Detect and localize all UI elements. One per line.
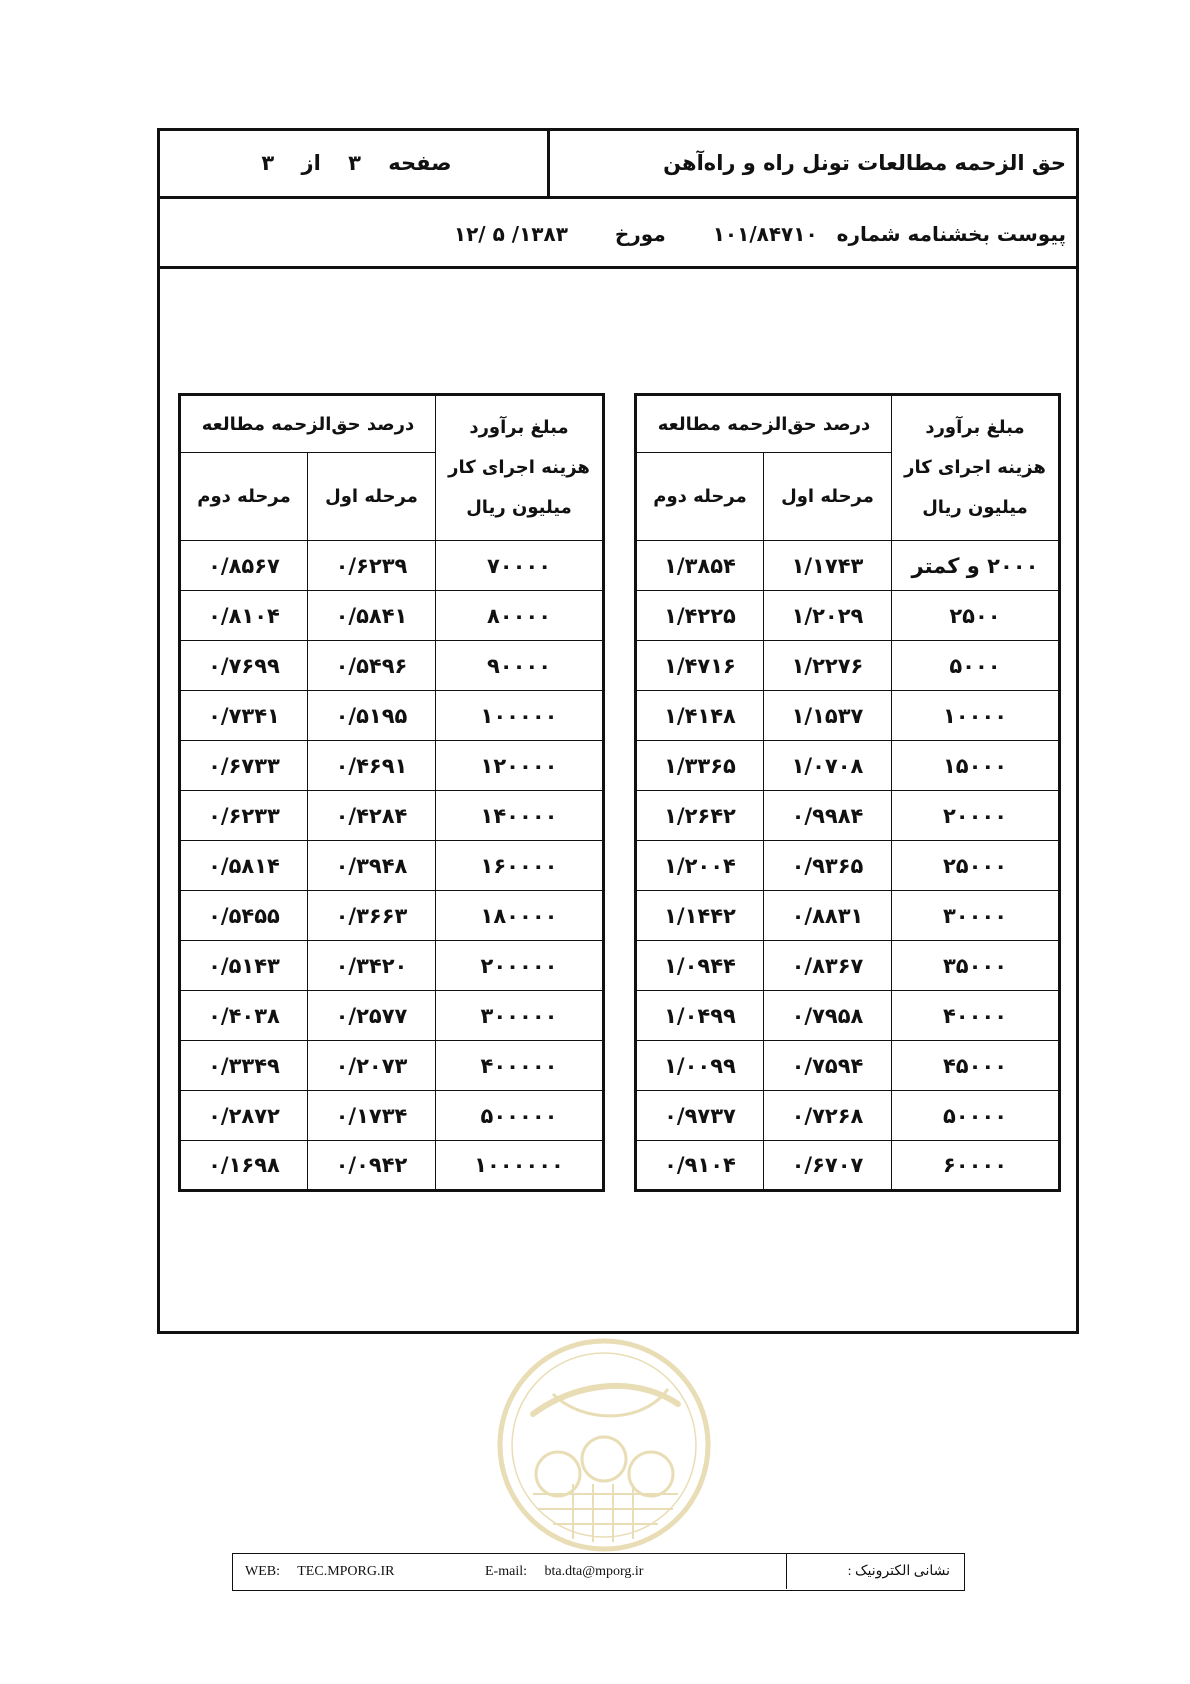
stage1-cell: ۰/۹۳۶۵: [764, 841, 892, 891]
amount-cell: ۱۸۰۰۰۰: [436, 891, 604, 941]
amount-cell: ۲۵۰۰: [892, 591, 1060, 641]
amount-cell: ۸۰۰۰۰: [436, 591, 604, 641]
percent-group-header: درصد حق‌الزحمه مطالعه: [180, 395, 436, 453]
stage1-cell: ۰/۳۴۲۰: [308, 941, 436, 991]
amount-cell: ۲۵۰۰۰: [892, 841, 1060, 891]
table-row: [636, 941, 1060, 991]
stage2-cell: ۰/۵۸۱۴: [180, 841, 308, 891]
stage1-cell: ۰/۲۰۷۳: [308, 1041, 436, 1091]
amount-cell: ۱۴۰۰۰۰: [436, 791, 604, 841]
page-indicator: [160, 131, 553, 196]
fee-table-left: [178, 393, 605, 1192]
stage1-cell: ۱/۲۰۲۹: [764, 591, 892, 641]
stage1-cell: ۰/۲۵۷۷: [308, 991, 436, 1041]
stage1-cell: ۰/۴۲۸۴: [308, 791, 436, 841]
amount-cell: ۴۰۰۰۰۰: [436, 1041, 604, 1091]
stage2-cell: ۱/۳۸۵۴: [636, 541, 764, 591]
page-number: ۳: [348, 151, 361, 175]
stage1-cell: ۰/۳۹۴۸: [308, 841, 436, 891]
amount-cell: ۳۰۰۰۰: [892, 891, 1060, 941]
amount-header: [892, 395, 1060, 541]
amount-cell: ۵۰۰۰۰۰: [436, 1091, 604, 1141]
stage2-cell: ۱/۲۶۴۲: [636, 791, 764, 841]
amount-cell: ۲۰۰۰۰: [892, 791, 1060, 841]
stage1-header: مرحله اول: [308, 453, 436, 541]
web-label: WEB:: [245, 1564, 280, 1579]
amount-header-line1: مبلغ برآورد: [925, 417, 1025, 438]
stage2-cell: ۰/۵۴۵۵: [180, 891, 308, 941]
table-row: [180, 641, 604, 691]
stage1-cell: ۰/۹۹۸۴: [764, 791, 892, 841]
amount-cell: ۵۰۰۰: [892, 641, 1060, 691]
amount-header-line2: هزینه اجرای کار: [448, 457, 590, 478]
footer-web: [245, 1554, 408, 1589]
stage2-cell: ۰/۲۸۷۲: [180, 1091, 308, 1141]
stage2-cell: ۰/۵۱۴۳: [180, 941, 308, 991]
stage2-header: مرحله دوم: [636, 453, 764, 541]
stage2-cell: ۰/۷۶۹۹: [180, 641, 308, 691]
amount-cell: ۵۰۰۰۰: [892, 1091, 1060, 1141]
stage1-cell: ۰/۶۲۳۹: [308, 541, 436, 591]
table-row: [180, 691, 604, 741]
stage2-cell: ۱/۲۰۰۴: [636, 841, 764, 891]
table-row: [180, 541, 604, 591]
stage2-cell: ۱/۴۷۱۶: [636, 641, 764, 691]
stage1-cell: ۱/۰۷۰۸: [764, 741, 892, 791]
page-title: حق الزحمه مطالعات تونل راه و راه‌آهن: [547, 131, 1076, 196]
of-word: از: [301, 151, 321, 175]
amount-cell: ۷۰۰۰۰: [436, 541, 604, 591]
footer-email: [485, 1554, 657, 1589]
amount-header-line2: هزینه اجرای کار: [904, 457, 1046, 478]
page-word: صفحه: [388, 151, 452, 175]
table-row: [636, 691, 1060, 741]
table-row: [636, 641, 1060, 691]
table-row: [180, 741, 604, 791]
stage2-cell: ۱/۴۲۲۵: [636, 591, 764, 641]
stage2-cell: ۱/۴۱۴۸: [636, 691, 764, 741]
organization-seal: [493, 1334, 715, 1556]
stage1-cell: ۰/۵۴۹۶: [308, 641, 436, 691]
table-row: [636, 1141, 1060, 1191]
table-row: [180, 591, 604, 641]
table-row: [636, 541, 1060, 591]
table-row: [636, 591, 1060, 641]
stage1-cell: ۰/۷۵۹۴: [764, 1041, 892, 1091]
stage1-cell: ۱/۱۵۳۷: [764, 691, 892, 741]
amount-cell: ۱۰۰۰۰۰: [436, 691, 604, 741]
table-row: [636, 791, 1060, 841]
stage2-cell: ۰/۶۲۳۳: [180, 791, 308, 841]
stage1-cell: ۱/۱۷۴۳: [764, 541, 892, 591]
stage1-cell: ۰/۷۲۶۸: [764, 1091, 892, 1141]
amount-cell: ۴۵۰۰۰: [892, 1041, 1060, 1091]
stage2-cell: ۰/۹۱۰۴: [636, 1141, 764, 1191]
stage2-cell: ۱/۳۳۶۵: [636, 741, 764, 791]
amount-cell: ۲۰۰۰۰۰: [436, 941, 604, 991]
table-row: [180, 791, 604, 841]
header-row: [160, 131, 1076, 199]
stage1-header: مرحله اول: [764, 453, 892, 541]
dated-word: مورخ: [614, 222, 666, 246]
fee-table-right: [634, 393, 1061, 1192]
stage1-cell: ۰/۸۳۶۷: [764, 941, 892, 991]
page-total: ۳: [261, 151, 275, 175]
table-row: [180, 891, 604, 941]
circular-number: ۱۰۱/۸۴۷۱۰: [712, 222, 818, 246]
table-row: [636, 991, 1060, 1041]
circular-reference: [160, 199, 1076, 269]
footer-label: نشانی الکترونیک :: [786, 1554, 964, 1589]
table-row: [636, 891, 1060, 941]
table-row: [636, 1041, 1060, 1091]
stage1-cell: ۰/۰۹۴۲: [308, 1141, 436, 1191]
footer-bar: [232, 1553, 965, 1591]
stage2-cell: ۰/۷۳۴۱: [180, 691, 308, 741]
amount-cell: ۱۰۰۰۰۰۰: [436, 1141, 604, 1191]
table-row: [180, 941, 604, 991]
stage2-cell: ۰/۸۱۰۴: [180, 591, 308, 641]
table-row: [636, 841, 1060, 891]
stage2-cell: ۱/۰۹۴۴: [636, 941, 764, 991]
amount-cell: ۶۰۰۰۰: [892, 1141, 1060, 1191]
circular-label: پیوست بخشنامه شماره: [836, 222, 1066, 246]
amount-header-line3: میلیون ریال: [922, 497, 1028, 518]
circular-date: ۱۳۸۳/ ۵ /۱۲: [453, 222, 568, 246]
stage1-cell: ۰/۷۹۵۸: [764, 991, 892, 1041]
stage2-cell: ۰/۹۷۳۷: [636, 1091, 764, 1141]
stage1-cell: ۰/۵۸۴۱: [308, 591, 436, 641]
stage1-cell: ۰/۸۸۳۱: [764, 891, 892, 941]
email-label: E-mail:: [485, 1564, 527, 1579]
stage1-cell: ۱/۲۲۷۶: [764, 641, 892, 691]
table-row: [636, 1091, 1060, 1141]
stage2-cell: ۱/۱۴۴۲: [636, 891, 764, 941]
table-row: [636, 741, 1060, 791]
stage1-cell: ۰/۳۶۶۳: [308, 891, 436, 941]
stage2-cell: ۰/۳۳۴۹: [180, 1041, 308, 1091]
amount-cell: ۳۰۰۰۰۰: [436, 991, 604, 1041]
stage2-cell: ۱/۰۴۹۹: [636, 991, 764, 1041]
amount-cell: ۱۰۰۰۰: [892, 691, 1060, 741]
email-link[interactable]: bta.dta@mporg.ir: [544, 1564, 644, 1579]
web-link[interactable]: TEC.MPORG.IR: [297, 1564, 395, 1579]
table-row: [180, 841, 604, 891]
amount-cell: ۴۰۰۰۰: [892, 991, 1060, 1041]
amount-cell: ۲۰۰۰ و کمتر: [892, 541, 1060, 591]
table-row: [180, 991, 604, 1041]
stage1-cell: ۰/۶۷۰۷: [764, 1141, 892, 1191]
percent-group-header: درصد حق‌الزحمه مطالعه: [636, 395, 892, 453]
amount-cell: ۱۶۰۰۰۰: [436, 841, 604, 891]
table-row: [180, 1041, 604, 1091]
amount-header: [436, 395, 604, 541]
amount-cell: ۳۵۰۰۰: [892, 941, 1060, 991]
stage2-cell: ۰/۶۷۳۳: [180, 741, 308, 791]
amount-header-line3: میلیون ریال: [466, 497, 572, 518]
stage1-cell: ۰/۱۷۳۴: [308, 1091, 436, 1141]
stage1-cell: ۰/۴۶۹۱: [308, 741, 436, 791]
table-row: [180, 1091, 604, 1141]
table-row: [180, 1141, 604, 1191]
stage2-cell: ۰/۱۶۹۸: [180, 1141, 308, 1191]
amount-cell: ۱۲۰۰۰۰: [436, 741, 604, 791]
amount-header-line1: مبلغ برآورد: [469, 417, 569, 438]
amount-cell: ۱۵۰۰۰: [892, 741, 1060, 791]
stage2-cell: ۱/۰۰۹۹: [636, 1041, 764, 1091]
stage2-cell: ۰/۸۵۶۷: [180, 541, 308, 591]
stage2-cell: ۰/۴۰۳۸: [180, 991, 308, 1041]
amount-cell: ۹۰۰۰۰: [436, 641, 604, 691]
stage2-header: مرحله دوم: [180, 453, 308, 541]
stage1-cell: ۰/۵۱۹۵: [308, 691, 436, 741]
